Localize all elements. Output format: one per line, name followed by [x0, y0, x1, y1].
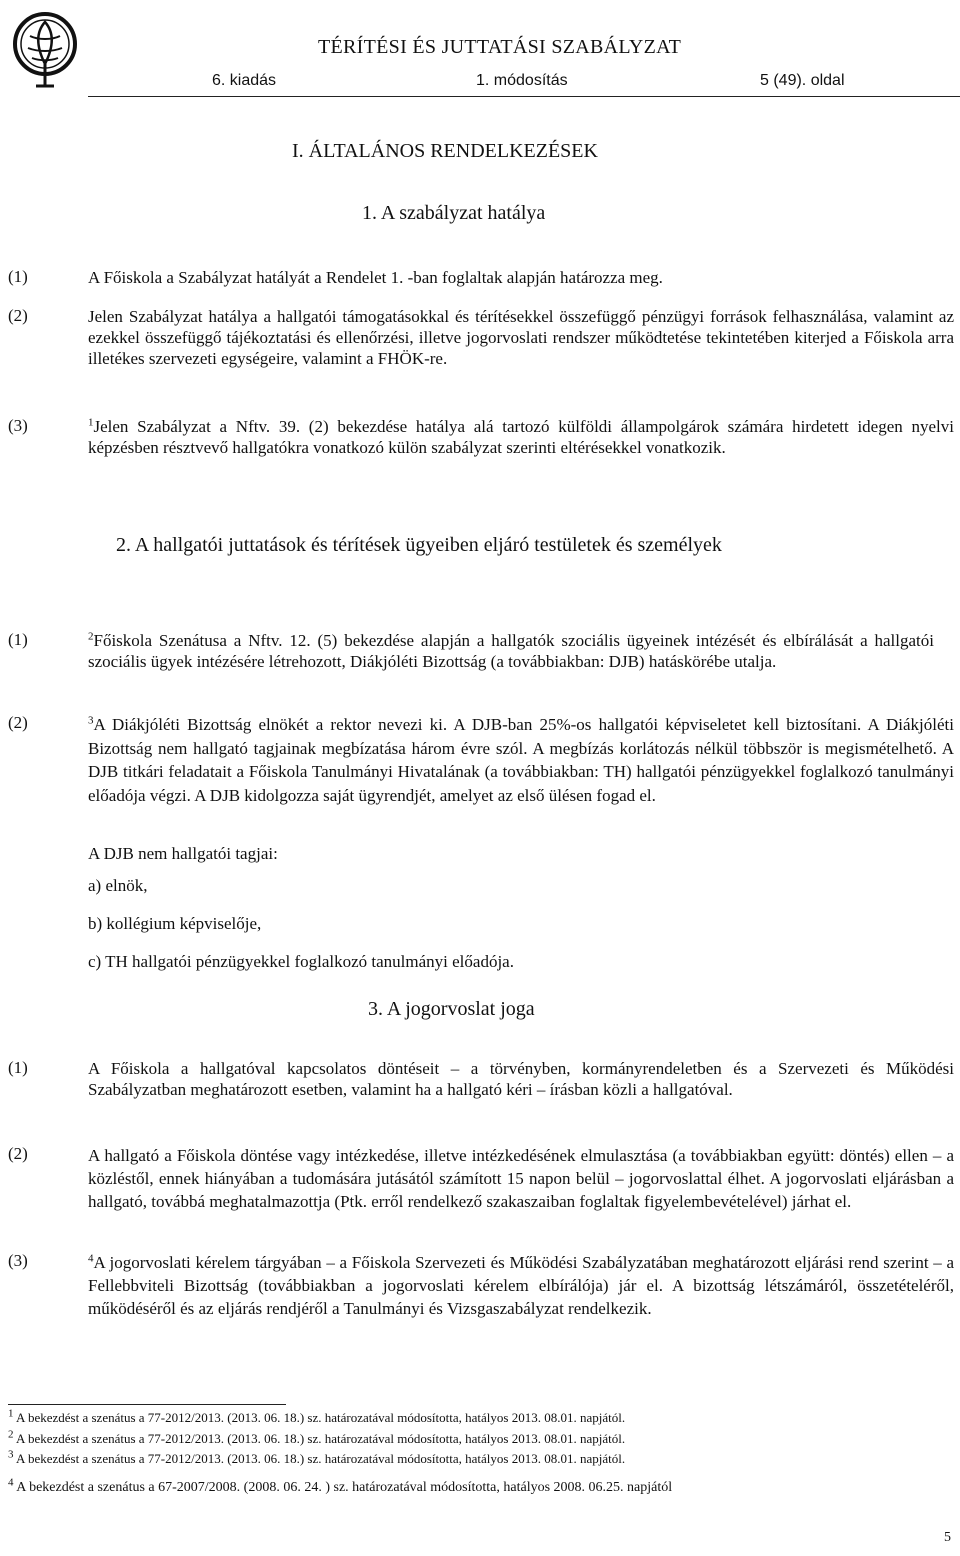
paragraph-text: A Főiskola a Szabályzat hatályát a Rendelet 1. -ban foglaltak alapján határozza meg.	[88, 268, 663, 287]
paragraph-number: (3)	[8, 1251, 28, 1270]
paragraph-block	[88, 713, 954, 807]
paragraph-number: (1)	[8, 630, 28, 649]
paragraph-number: (1)	[8, 1058, 28, 1077]
paragraph-block	[88, 1251, 954, 1320]
paragraph-number: (2)	[8, 1144, 28, 1163]
footnote-reference[interactable]: 4	[88, 1252, 94, 1265]
footnote	[8, 1476, 673, 1496]
edition-label: 6. kiadás	[212, 72, 277, 89]
footnote-reference[interactable]: 2	[88, 630, 94, 643]
footnote-mark: 4	[8, 1476, 14, 1489]
page-number: 5	[944, 1530, 951, 1545]
paragraph-number: (2)	[8, 306, 28, 325]
paragraph-number: (2)	[8, 713, 28, 732]
paragraph-number: (3)	[8, 416, 28, 435]
footnote-text: A bekezdést a szenátus a 77-2012/2013. (2013. 06. 18.) sz. határozatával módosította, hatályos 2013. 08.01. napjától.	[16, 1410, 626, 1425]
footnote	[8, 1428, 626, 1447]
institution-logo-icon	[10, 6, 80, 96]
paragraph-text: A hallgató a Főiskola döntése vagy intézkedése, illetve intézkedésének elmulasztása (a továbbiakban együtt: döntés) ellen – a közléstől, ennek hiányában a tudomására jutásától számított 15 napon belül – jogorvoslattal élhet. A jogorvoslati eljárásban a hallgató, továbbá meghatalmazottja (Ptk. erről rendelkező szakaszaiban foglaltak figyelembevételével) járhat el.	[88, 1146, 954, 1211]
paragraph-text: Jelen Szabályzat a Nftv. 39. (2) bekezdése hatálya alá tartozó külföldi állampolgárok számára hirdetett idegen nyelvi képzésben résztvevő hallgatókra vonatkozó külön szabályzat szerinti eltérésekkel vonatkozik.	[88, 417, 954, 457]
section-title: 3. A jogorvoslat joga	[368, 998, 535, 1020]
list-item: a) elnök,	[88, 876, 148, 895]
section-title: 1. A szabályzat hatálya	[362, 202, 546, 224]
footnote-text: A bekezdést a szenátus a 67-2007/2008. (2008. 06. 24. ) sz. határozatával módosította, hatályos 2008. 06.25. napjától	[16, 1480, 673, 1495]
list-item: c) TH hallgatói pénzügyekkel foglalkozó tanulmányi előadója.	[88, 952, 514, 971]
page-reference: 5 (49). oldal	[760, 72, 845, 89]
paragraph-text: A Főiskola a hallgatóval kapcsolatos döntéseit – a törvényben, kormányrendeletben és a Szervezeti és Működési Szabályzatban meghatározott esetben, valamint ha a hallgató kéri – írásban közli a hallgatóval.	[88, 1059, 954, 1099]
paragraph-text: Jelen Szabályzat hatálya a hallgatói támogatásokkal és térítésekkel összefüggő pénzügyi források felhasználása, valamint az ezekkel összefüggő tájékoztatási és ellenőrzési, illetve jogorvoslati rendszer működtetése tekintetében kiterjed a Főiskola arra illetékes szervezeti egységeire, valamint a FHÖK-re.	[88, 307, 954, 368]
header-divider	[88, 96, 960, 97]
footnote-mark: 2	[8, 1428, 14, 1441]
footnote-mark: 3	[8, 1448, 14, 1461]
footnote	[8, 1407, 626, 1426]
footnote	[8, 1448, 626, 1467]
footnote-reference[interactable]: 3	[88, 714, 94, 727]
list-item: b) kollégium képviselője,	[88, 914, 262, 933]
modification-label: 1. módosítás	[476, 72, 568, 89]
paragraph-text: A jogorvoslati kérelem tárgyában – a Főiskola Szervezeti és Működési Szabályzatában meghatározott eljárási rend szerint – a Fellebbviteli Bizottság (továbbiakban a jogorvoslati kérelem elbírálója) jár el. A bizottság létszámáról, összetételéről, működéséről és az eljárás rendjéről a Tanulmányi és Vizsgaszabályzat rendelkezik.	[88, 1253, 954, 1318]
paragraph-text: A Diákjóléti Bizottság elnökét a rektor nevezi ki. A DJB-ban 25%-os hallgatói képviseletet kell biztosítani. A Diákjóléti Bizottság nem hallgató tagjainak megbízatása három évre szól. A megbízás korlátozás nélkül többször is megismételhető. A DJB titkári feladatait a Főiskola Tanulmányi Hivatalának (a továbbiakban: TH) hallgatói pénzügyekkel foglalkozó tanulmányi előadója végzi. A DJB kidolgozza saját ügyrendjét, amelyet az első ülésen fogad el.	[88, 715, 954, 805]
section-title: 2. A hallgatói juttatások és térítések ügyeiben eljáró testületek és személyek	[116, 534, 722, 556]
members-heading: A DJB nem hallgatói tagjai:	[88, 844, 278, 863]
paragraph-number: (1)	[8, 267, 28, 286]
document-title: TÉRÍTÉSI ÉS JUTTATÁSI SZABÁLYZAT	[318, 36, 682, 58]
paragraph-block	[88, 416, 954, 458]
footnote-text: A bekezdést a szenátus a 77-2012/2013. (2013. 06. 18.) sz. határozatával módosította, hatályos 2013. 08.01. napjától.	[16, 1431, 626, 1446]
footnote-reference[interactable]: 1	[88, 416, 94, 429]
paragraph-block	[88, 630, 934, 672]
paragraph-text: Főiskola Szenátusa a Nftv. 12. (5) bekezdése alapján a hallgatók szociális ügyeinek intézését és elbírálását a hallgatói szociális ügyek intézésére létrehozott, Diákjóléti Bizottság (a továbbiakban: DJB) hatáskörébe utalja.	[88, 631, 934, 671]
chapter-title: I. ÁLTALÁNOS RENDELKEZÉSEK	[292, 140, 598, 162]
footnote-divider	[8, 1404, 286, 1405]
footnote-text: A bekezdést a szenátus a 77-2012/2013. (2013. 06. 18.) sz. határozatával módosította, hatályos 2013. 08.01. napjától.	[16, 1451, 626, 1466]
footnote-mark: 1	[8, 1407, 14, 1420]
